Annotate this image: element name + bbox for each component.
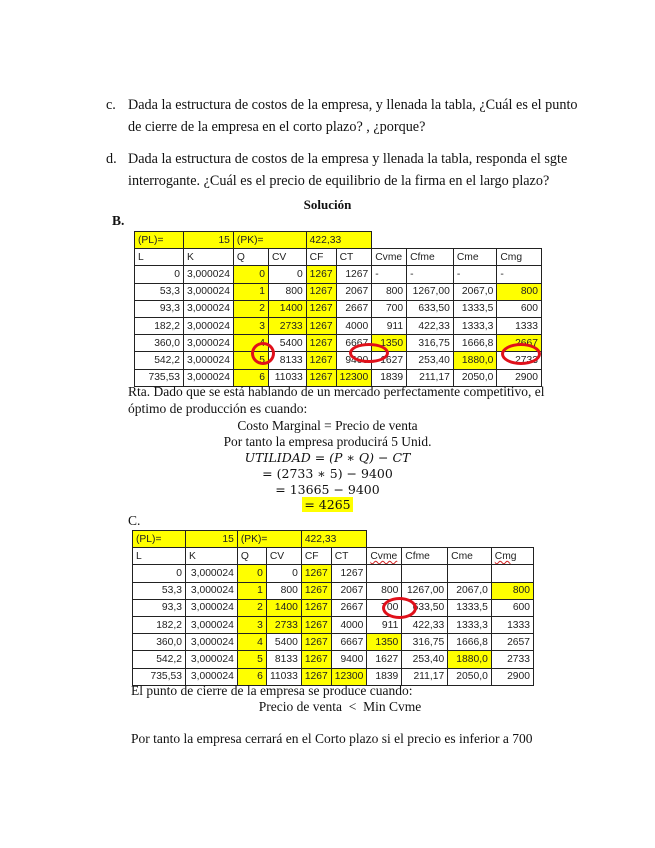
- question-c: [106, 94, 626, 138]
- question-d: [106, 148, 626, 192]
- table-cell: 700: [372, 300, 407, 317]
- table-cell: 1267: [301, 668, 331, 685]
- table-cell: 1267: [306, 352, 336, 369]
- table-cell: 3,000024: [185, 599, 237, 616]
- table-cell: 0: [266, 565, 301, 582]
- result-highlight: = 4265: [304, 497, 351, 512]
- column-header: K: [185, 548, 237, 565]
- table-cell: 1267: [306, 369, 336, 386]
- pl-value: 15: [185, 531, 237, 548]
- table-cell: 800: [372, 283, 407, 300]
- table-cell: 600: [497, 300, 542, 317]
- table-cell: 1267: [331, 565, 367, 582]
- table-cell: 1267: [301, 582, 331, 599]
- pl-label: (PL)=: [135, 232, 184, 249]
- table-cell: 1400: [266, 599, 301, 616]
- table-cell: 1333,3: [453, 317, 497, 334]
- answer-b-line2: óptimo de producción es cuando:: [128, 401, 308, 416]
- answer-b-text: [128, 383, 638, 417]
- question-c-marker: c.: [106, 97, 116, 113]
- column-header: Cvme: [367, 548, 402, 565]
- table-cell: 1666,8: [448, 634, 492, 651]
- table-cell: 542,2: [135, 352, 184, 369]
- table-cell: 3,000024: [185, 668, 237, 685]
- column-header: Cmg: [491, 548, 533, 565]
- table-cell: 6: [237, 668, 266, 685]
- table-cell: 6667: [336, 335, 372, 352]
- table-cell: 211,17: [407, 369, 454, 386]
- question-d-marker: d.: [106, 151, 117, 167]
- table-cell: 316,75: [407, 335, 454, 352]
- table-cell: 9400: [336, 352, 372, 369]
- table-body: [133, 565, 534, 685]
- section-c-label: C.: [128, 513, 141, 528]
- column-header: Cme: [448, 548, 492, 565]
- table-cell: 1400: [268, 300, 306, 317]
- table-cell: 3,000024: [183, 283, 233, 300]
- table-cell: 2: [233, 300, 268, 317]
- answer-b-rule: Costo Marginal = Precio de venta: [237, 418, 418, 433]
- column-header: Cvme: [372, 249, 407, 266]
- pl-value: 15: [183, 232, 233, 249]
- table-cell: 1267: [301, 565, 331, 582]
- circle-annotation: [501, 343, 541, 365]
- conclusion-final: Por tanto la empresa cerrará en el Corto plazo si el precio es inferior a 700: [131, 731, 533, 746]
- table-cell: 633,50: [407, 300, 454, 317]
- table-cell: 1267: [336, 266, 372, 283]
- table-cell: 3,000024: [185, 651, 237, 668]
- table-cell: 2667: [336, 300, 372, 317]
- table-header: [135, 249, 542, 266]
- table-cell: 53,3: [135, 283, 184, 300]
- table-cell: 1333: [497, 317, 542, 334]
- blank-cell: [372, 232, 542, 249]
- answer-b-production: Por tanto la empresa producirá 5 Unid.: [223, 434, 432, 449]
- table-cell: 3,000024: [183, 369, 233, 386]
- table-cell: 1267: [306, 283, 336, 300]
- table-cell: 253,40: [407, 352, 454, 369]
- table-cell: 3,000024: [185, 582, 237, 599]
- table-row: [133, 565, 534, 582]
- table-cell: 1267: [306, 266, 336, 283]
- table-cell: 2667: [331, 599, 367, 616]
- table-cell: 800: [497, 283, 542, 300]
- table-cell: 542,2: [133, 651, 186, 668]
- table-cell: 2733: [491, 651, 533, 668]
- question-c-line1: Dada la estructura de costos de la empresa, y llenada la tabla, ¿Cuál es el punto: [128, 97, 578, 113]
- table-cell: 600: [491, 599, 533, 616]
- table-cell: 800: [266, 582, 301, 599]
- question-d-line1: Dada la estructura de costos de la empresa y llenada la tabla, responda el sgte: [128, 151, 568, 167]
- column-header: Q: [233, 249, 268, 266]
- table-cell: 182,2: [133, 616, 186, 633]
- column-header: CV: [268, 249, 306, 266]
- question-d-line2: interrogante. ¿Cuál es el precio de equilibrio de la firma en el largo plazo?: [128, 173, 550, 189]
- table-cell: 2067,0: [448, 582, 492, 599]
- column-header: Q: [237, 548, 266, 565]
- column-header: K: [183, 249, 233, 266]
- equation-line-1: UTILIDAD = (P ∗ Q) − CT: [244, 450, 411, 465]
- table-cell: 1333,5: [453, 300, 497, 317]
- table-cell: 11033: [266, 668, 301, 685]
- table-cell: 1839: [372, 369, 407, 386]
- table-cell: 0: [135, 266, 184, 283]
- equation-line-4: [0, 497, 655, 512]
- column-header: L: [133, 548, 186, 565]
- table-cell: 1350: [367, 634, 402, 651]
- table-cell: 53,3: [133, 582, 186, 599]
- table-cell: 2657: [491, 634, 533, 651]
- table-cell: 9400: [331, 651, 367, 668]
- circle-annotation: [349, 343, 389, 363]
- column-header: CT: [336, 249, 372, 266]
- table-row: [135, 317, 542, 334]
- table-cell: 1627: [372, 352, 407, 369]
- table-cell: 422,33: [402, 616, 448, 633]
- param-row: [135, 232, 542, 249]
- table-cell: 4: [237, 634, 266, 651]
- table-cell: 800: [491, 582, 533, 599]
- table-cell: -: [407, 266, 454, 283]
- table-cell: 93,3: [135, 300, 184, 317]
- table-cell: 1267,00: [407, 283, 454, 300]
- table-cell: 6: [233, 369, 268, 386]
- pk-label: (PK)=: [233, 232, 306, 249]
- column-header: Cme: [453, 249, 497, 266]
- blank-cell: [367, 531, 534, 548]
- table-cell: 1267: [306, 300, 336, 317]
- table-cell: 1267: [301, 616, 331, 633]
- table-cell: 5400: [266, 634, 301, 651]
- table-row: [133, 651, 534, 668]
- cost-table-b: [134, 231, 542, 387]
- table-cell: 1267: [306, 335, 336, 352]
- question-c-line2: de cierre de la empresa en el corto plazo? , ¿porque?: [128, 119, 426, 135]
- column-header: L: [135, 249, 184, 266]
- table-cell: [491, 565, 533, 582]
- table-cell: 1267: [301, 599, 331, 616]
- conclusion-line1: El punto de cierre de la empresa se produce cuando:: [131, 683, 413, 698]
- table-cell: 3,000024: [183, 266, 233, 283]
- table-cell: 0: [133, 565, 186, 582]
- table-cell: 360,0: [133, 634, 186, 651]
- table-cell: 0: [233, 266, 268, 283]
- table-cell: 5: [233, 352, 268, 369]
- table-cell: 633,50: [402, 599, 448, 616]
- column-header: Cfme: [407, 249, 454, 266]
- table-cell: 800: [268, 283, 306, 300]
- table-cell: 1: [233, 283, 268, 300]
- table-cell: 735,53: [133, 668, 186, 685]
- table-row: [135, 352, 542, 369]
- table-cell: 0: [268, 266, 306, 283]
- table-cell: -: [497, 266, 542, 283]
- table-cell: 0: [237, 565, 266, 582]
- table-cell: 735,53: [135, 369, 184, 386]
- table-cell: 6667: [331, 634, 367, 651]
- table-cell: -: [453, 266, 497, 283]
- column-header: CF: [306, 249, 336, 266]
- table-cell: 2067: [331, 582, 367, 599]
- table-cell: 1267: [306, 317, 336, 334]
- table-cell: 8133: [266, 651, 301, 668]
- table-cell: 1267,00: [402, 582, 448, 599]
- table-cell: 911: [367, 616, 402, 633]
- table-cell: 1666,8: [453, 335, 497, 352]
- table-row: [133, 616, 534, 633]
- header-row: [133, 548, 534, 565]
- table-cell: 3,000024: [185, 565, 237, 582]
- table-cell: 3,000024: [185, 634, 237, 651]
- column-header: CT: [331, 548, 367, 565]
- table-cell: 3: [233, 317, 268, 334]
- column-header: CF: [301, 548, 331, 565]
- table-cell: 1839: [367, 668, 402, 685]
- table-cell: 5400: [268, 335, 306, 352]
- table-cell: 8133: [268, 352, 306, 369]
- table-cell: 2050,0: [453, 369, 497, 386]
- equation-line-3: = 13665 − 9400: [275, 482, 380, 497]
- table-cell: 1333,5: [448, 599, 492, 616]
- table-cell: 93,3: [133, 599, 186, 616]
- table-cell: 1880,0: [448, 651, 492, 668]
- table-cell: 2900: [497, 369, 542, 386]
- table-cell: 1333: [491, 616, 533, 633]
- column-header: Cfme: [402, 548, 448, 565]
- table-cell: 4: [233, 335, 268, 352]
- pk-value: 422,33: [306, 232, 372, 249]
- table-cell: 1880,0: [453, 352, 497, 369]
- cost-table-c: [132, 530, 534, 686]
- table-cell: 2067,0: [453, 283, 497, 300]
- column-header: CV: [266, 548, 301, 565]
- table-cell: 12300: [336, 369, 372, 386]
- table-cell: 700: [367, 599, 402, 616]
- table-cell: 211,17: [402, 668, 448, 685]
- table-cell: 1267: [301, 634, 331, 651]
- table-row: [135, 283, 542, 300]
- table-cell: [448, 565, 492, 582]
- table-cell: 2733: [268, 317, 306, 334]
- table-cell: 3,000024: [183, 317, 233, 334]
- table-cell: 2900: [491, 668, 533, 685]
- table-cell: 4000: [331, 616, 367, 633]
- table-cell: 2: [237, 599, 266, 616]
- table-cell: 3,000024: [185, 616, 237, 633]
- table-cell: 11033: [268, 369, 306, 386]
- table-cell: [402, 565, 448, 582]
- table-cell: -: [372, 266, 407, 283]
- table-cell: 12300: [331, 668, 367, 685]
- table-cell: 2667: [497, 335, 542, 352]
- table-cell: 316,75: [402, 634, 448, 651]
- table-cell: 1627: [367, 651, 402, 668]
- table-row: [133, 582, 534, 599]
- pk-label: (PK)=: [237, 531, 301, 548]
- table-cell: 5: [237, 651, 266, 668]
- table-cell: 1: [237, 582, 266, 599]
- table-cell: 360,0: [135, 335, 184, 352]
- table-row: [133, 599, 534, 616]
- table-cell: 2050,0: [448, 668, 492, 685]
- solution-title: Solución: [303, 197, 352, 212]
- table-row: [135, 335, 542, 352]
- column-header: Cmg: [497, 249, 542, 266]
- table-cell: 3: [237, 616, 266, 633]
- pl-label: (PL)=: [133, 531, 186, 548]
- table-cell: 2733: [497, 352, 542, 369]
- equation-line-2: = (2733 ∗ 5) − 9400: [262, 466, 393, 481]
- answer-b-line1: Rta. Dado que se está hablando de un mercado perfectamente competitivo, el: [128, 384, 545, 399]
- table-header: [133, 548, 534, 565]
- table-cell: 3,000024: [183, 352, 233, 369]
- conclusion-rule: Precio de venta < Min Cvme: [258, 699, 422, 714]
- table-cell: 1267: [301, 651, 331, 668]
- table-row: [135, 266, 542, 283]
- param-row: [133, 531, 534, 548]
- table-cell: 3,000024: [183, 300, 233, 317]
- pk-value: 422,33: [301, 531, 367, 548]
- table-row: [133, 634, 534, 651]
- table-cell: 182,2: [135, 317, 184, 334]
- circle-annotation: [382, 597, 417, 619]
- table-cell: 1350: [372, 335, 407, 352]
- table-cell: 422,33: [407, 317, 454, 334]
- table-cell: 911: [372, 317, 407, 334]
- table-cell: 2733: [266, 616, 301, 633]
- table-body: [135, 266, 542, 386]
- header-row: [135, 249, 542, 266]
- section-b-label: B.: [112, 213, 125, 228]
- table-cell: 1333,3: [448, 616, 492, 633]
- table-cell: 253,40: [402, 651, 448, 668]
- table-cell: 800: [367, 582, 402, 599]
- table-cell: 2067: [336, 283, 372, 300]
- table-cell: [367, 565, 402, 582]
- table-cell: 3,000024: [183, 335, 233, 352]
- circle-annotation: [251, 342, 275, 365]
- table-row: [135, 300, 542, 317]
- table-cell: 4000: [336, 317, 372, 334]
